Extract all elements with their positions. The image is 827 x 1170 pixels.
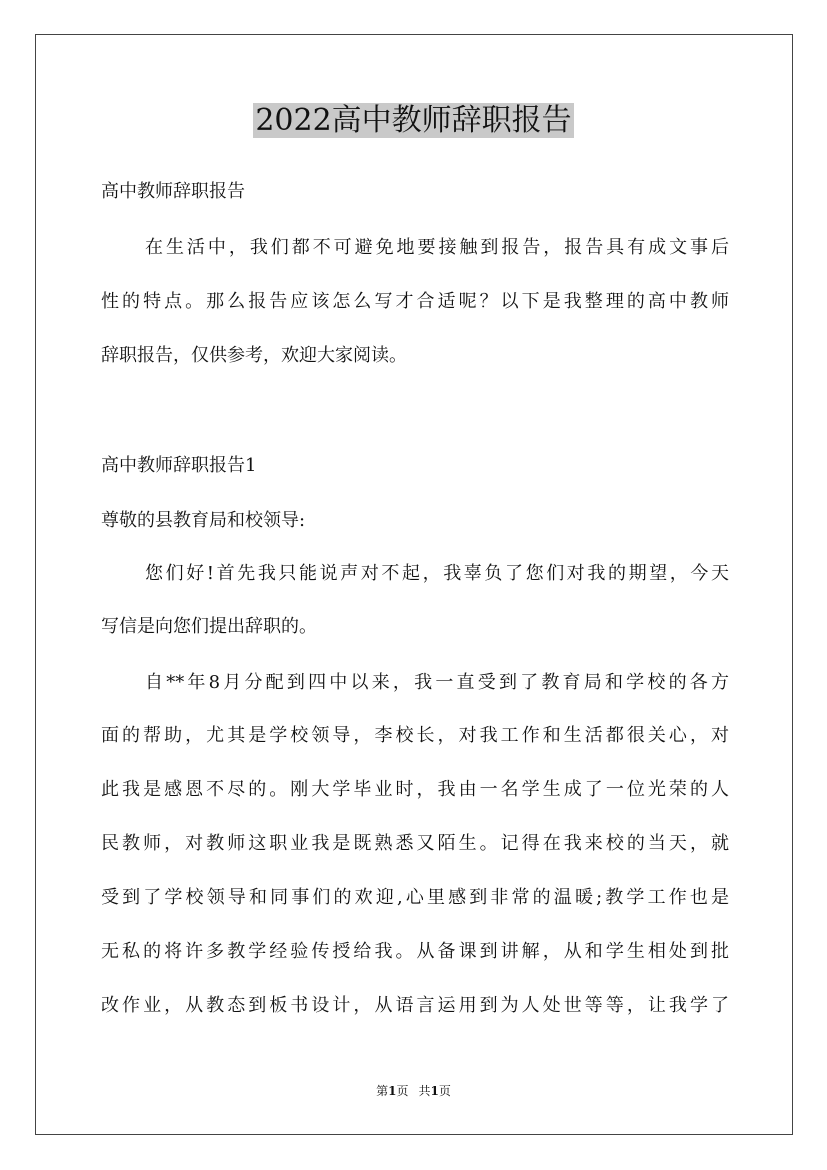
paragraph-line: 民教师，对教师这职业我是既熟悉又陌生。记得在我来校的当天，就 (101, 833, 729, 854)
paragraph-line: 您们好!首先我只能说声对不起，我辜负了您们对我的期望，今天 (145, 563, 729, 584)
salutation: 尊敬的县教育局和校领导: (101, 510, 306, 531)
section-heading: 高中教师辞职报告 (101, 181, 245, 202)
intro-line: 性的特点。那么报告应该怎么写才合适呢？以下是我整理的高中教师 (101, 291, 729, 312)
paragraph-line: 受到了学校领导和同事们的欢迎,心里感到非常的温暖;教学工作也是 (101, 887, 729, 908)
document-title-text: 2022高中教师辞职报告 (255, 103, 572, 138)
paragraph-line: 写信是向您们提出辞职的。 (101, 616, 317, 637)
document-title (0, 101, 827, 141)
paragraph-line: 改作业，从教态到板书设计，从语言运用到为人处世等等，让我学了 (101, 995, 729, 1016)
intro-line: 在生活中，我们都不可避免地要接触到报告，报告具有成文事后 (145, 237, 729, 258)
page-footer (0, 1083, 827, 1099)
paragraph-line: 面的帮助，尤其是学校领导，李校长，对我工作和生活都很关心，对 (101, 725, 729, 746)
intro-line: 辞职报告，仅供参考，欢迎大家阅读。 (101, 345, 407, 366)
paragraph-line: 此我是感恩不尽的。刚大学毕业时，我由一名学生成了一位光荣的人 (101, 779, 729, 800)
report-heading: 高中教师辞职报告1 (101, 455, 257, 476)
paragraph-line: 无私的将许多教学经验传授给我。从备课到讲解，从和学生相处到批 (101, 941, 729, 962)
paragraph-line: 自**年8月分配到四中以来，我一直受到了教育局和学校的各方 (145, 672, 729, 693)
page-number: 第1页 (376, 1084, 409, 1098)
page-total: 共1页 (418, 1084, 451, 1098)
